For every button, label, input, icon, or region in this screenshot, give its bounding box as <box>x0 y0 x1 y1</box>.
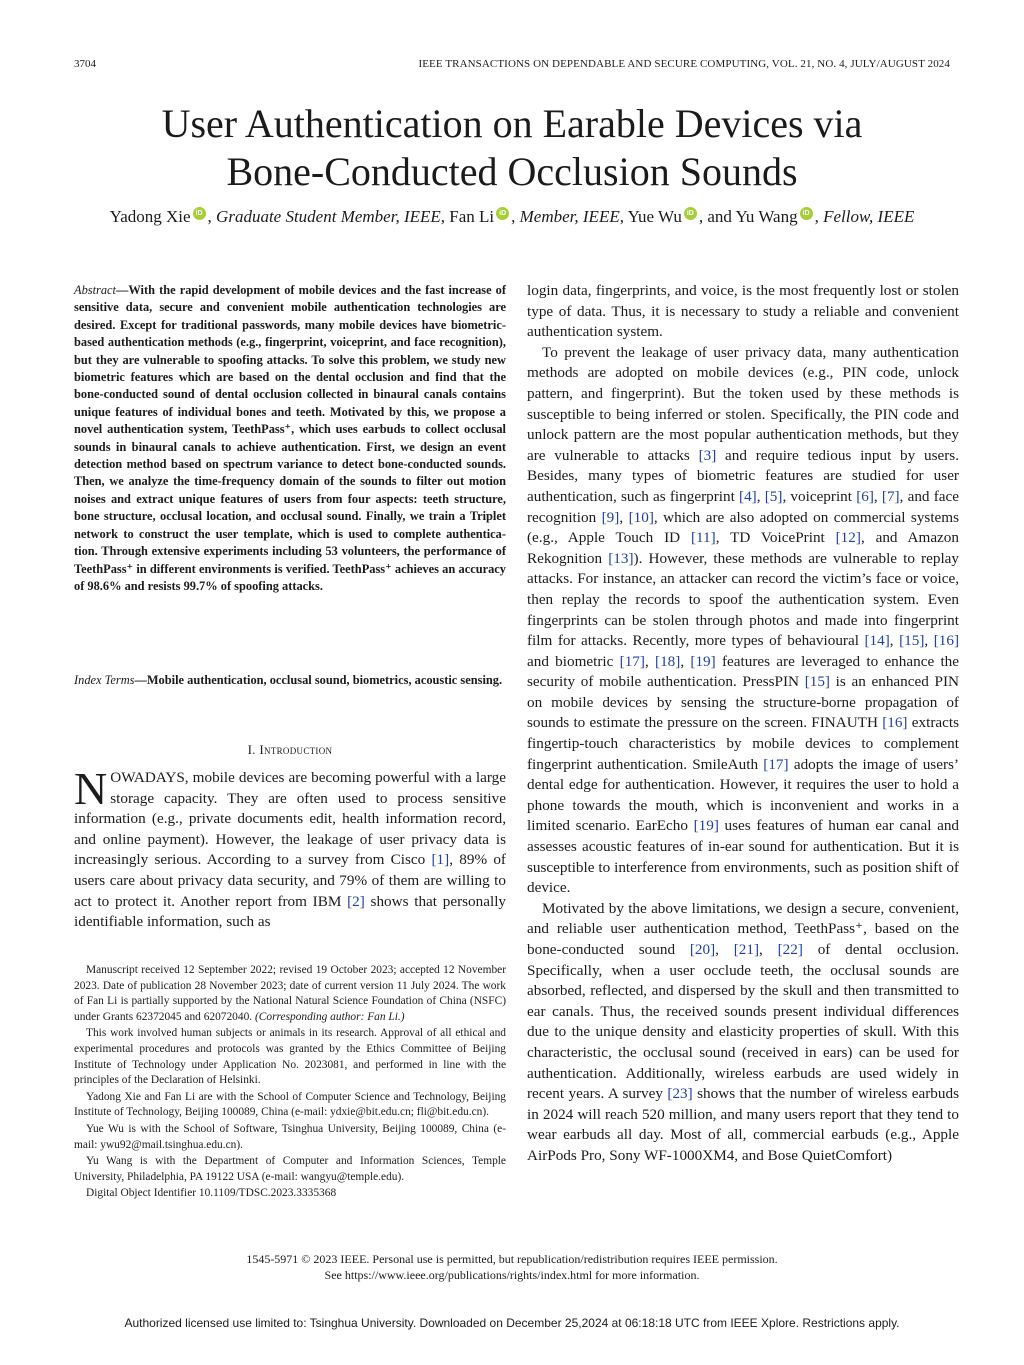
footnotes <box>74 963 506 1203</box>
text: , <box>644 652 656 670</box>
text: adopts the image of users’ dental edge for authentication. However, it requires the user to hold a phone towards the mouth, which is inconvenient and works in a limited scenario. EarEcho <box>527 755 959 835</box>
index-terms-label: Index Terms <box>74 673 135 687</box>
citation-link[interactable]: [15] <box>899 632 925 650</box>
text: and biometric <box>527 652 620 670</box>
text: , TD VoicePrint <box>715 529 836 547</box>
citation-link[interactable]: [17] <box>619 652 645 670</box>
citation-link[interactable]: [23] <box>667 1085 693 1103</box>
citation-link[interactable]: [19] <box>690 652 716 670</box>
citation-link[interactable]: [20] <box>689 941 716 958</box>
rights-link[interactable]: See https://www.ieee.org/publications/rights/index.html for more information. <box>324 1268 700 1282</box>
title-line-1: User Authentication on Earable Devices via <box>161 101 863 146</box>
intro-text: shows that personally identifiable information, such as <box>74 892 507 931</box>
citation-link[interactable]: [18] <box>655 652 681 670</box>
citation-link[interactable]: [14] <box>864 632 890 650</box>
right-column <box>527 281 959 1167</box>
author-name: Yue Wu <box>627 207 682 226</box>
abstract <box>74 282 506 595</box>
author-affiliation: Fellow, IEEE <box>823 207 915 226</box>
paragraph: login data, fingerprints, and voice, is the most frequently lost or stolen type of data. Thus, it is necessary to study a reliable and convenient authentication system. <box>527 282 959 341</box>
journal-header: IEEE TRANSACTIONS ON DEPENDABLE AND SECURE COMPUTING, VOL. 21, NO. 4, JULY/AUGUST 2024 <box>418 58 950 70</box>
index-terms <box>74 672 506 689</box>
title-line-2: Bone-Conducted Occlusion Sounds <box>226 149 798 194</box>
text: uses features of human ear canal and assesses acoustic features of in-ear sound for authentication. But it is susceptible to interference from environments, such as position shift of device. <box>527 817 960 897</box>
author-name: Yadong Xie <box>109 207 191 226</box>
text: , <box>924 632 934 650</box>
copyright-line: 1545-5971 © 2023 IEEE. Personal use is permitted, but republication/redistribution requires IEEE permission. <box>246 1252 778 1266</box>
orcid-icon[interactable]: iD <box>496 207 509 220</box>
index-terms-text: —Mobile authentication, occlusal sound, biometrics, acoustic sensing. <box>134 673 503 687</box>
license-notice: Authorized licensed use limited to: Tsinghua University. Downloaded on December 25,2024 at 06:18:18 UTC from IEEE Xplore. Restrictions apply. <box>124 1316 900 1330</box>
text: , and face recognition <box>527 487 959 526</box>
footnote-text: Manuscript received 12 September 2022; revised 19 October 2023; accepted 12 November 2023. Date of publication 28 November 2023; date of current version 11 July 2024. The work of Fan Li is partially supported by the National Natural Science Foundation of China (NSFC) under Grants 62372045 and 62072040. <box>74 964 506 1023</box>
intro-text: , mobile devices are becoming powerful with a large storage capacity. They are often used to process sensitive information (e.g., private documents edit, health information record, and online payment). However, the leakage of user privacy data is increasingly serious. According to a survey from Cisco <box>74 769 506 869</box>
text: , <box>873 487 882 505</box>
footnote: Yadong Xie and Fan Li are with the School of Computer Science and Technology, Beijing Institute of Technology, Beijing 100089, China (e-mail: ydxie@bit.edu.cn; fli@bit.edu.cn). <box>74 1090 506 1119</box>
citation-link[interactable]: [2] <box>347 892 365 910</box>
footnote: Yue Wu is with the School of Software, Tsinghua University, Beijing 100089, China (e-mail: ywu92@mail.tsinghua.edu.cn). <box>74 1122 506 1151</box>
citation-link[interactable]: [17] <box>763 755 789 773</box>
text: shows that the number of wireless earbuds in 2024 will reach 520 million, and many users report that they tend to wear earbuds all day. Most of all, commercial earbuds (e.g., Apple AirPods Pro, Sony WF-1000XM4, and Bose QuietComfort) <box>527 1085 959 1164</box>
orcid-icon[interactable]: iD <box>193 207 206 220</box>
intro-paragraph <box>74 763 507 933</box>
section-number: I. <box>247 742 256 757</box>
text: Motivated by the above limitations, we design a secure, convenient, and reliable user authentication method, TeethPass⁺, based on the bone-conducted sound <box>527 899 959 958</box>
footnote <box>74 963 506 1025</box>
citation-link[interactable]: [22] <box>777 941 803 958</box>
text: ). However, these methods are vulnerable to replay attacks. For instance, an attacker can record the victim’s face or voice, then replay the records to spoof the authentication system. Even fingerprints can be stolen through photos and made into fingerprint film for attacks. Recently, more types of behavioural <box>527 549 959 650</box>
citation-link[interactable]: [9] <box>601 508 620 526</box>
paragraph <box>527 899 959 1167</box>
orcid-icon[interactable]: iD <box>800 207 813 220</box>
citation-link[interactable]: [10] <box>628 508 654 526</box>
text: features are leveraged to enhance the security of mobile authentication. PressPIN <box>527 652 960 691</box>
footnote: Yu Wang is with the Department of Computer and Information Sciences, Temple University, Philadelphia, PA 19122 USA (e-mail: wangyu@temple.edu). <box>74 1155 506 1183</box>
orcid-icon[interactable]: iD <box>684 207 697 220</box>
author-list: Yadong Xie iD , Graduate Student Member, IEEE, Fan Li iD , Member, IEEE, Yue Wu iD , and Yu Wang iD , Fellow, IEEE <box>109 207 915 226</box>
abstract-text: —With the rapid development of mobile devices and the fast increase of sensitive data, secure and convenient mobile authentication technologies are desired. Except for traditional passwords, many mobile devices have biometric-based authentication methods (e.g., fingerprint, voiceprint, and face recognition), but they are vulnerable to spoofing attacks. To solve this problem, we study new biometric features which are based on the dental occlusion and find that the bone-conducted sound of dental occlusion collected in binaural canals contains unique features of individual bones and teeth. Motivated by this, we propose a novel authentication system, TeethPass⁺, which uses earbuds to collect occlusal sounds in binaural canals to achieve authentication. First, we design an event detection method based on spectrum variance to detect bone-conducted sounds. Then, we analyze the time-frequency domain of the sounds to filter out motion noises and extract unique features of users from four aspects: teeth structure, bone structure, occlusal location, and occlusal sound. Finally, we train a Triplet network to construct the user template, which is used to complete authentica- tion. Through extensive experiments including 53 volunteers, the performance of TeethPass⁺ in different environments is verified. TeethPass⁺ achieves an accuracy of 98.6% and resists 99.7% of spoofing attacks. <box>74 283 506 593</box>
footnote: Digital Object Identifier 10.1109/TDSC.2023.3335368 <box>86 1187 337 1200</box>
text: , <box>889 632 900 650</box>
author-connector: , and <box>698 207 736 226</box>
citation-link[interactable]: [3] <box>698 446 717 464</box>
citation-link[interactable]: [16] <box>933 632 960 650</box>
text: extracts fingertip-touch characteristics by mobile devices to complement fingerprint authentication. SmileAuth <box>527 714 959 773</box>
citation-link[interactable]: [6] <box>856 487 874 505</box>
footnote: This work involved human subjects or animals in its research. Approval of all ethical and experimental procedures and protocols was granted by the Ethics Committee of Beijing Institute of Technology under Application No. 2023081, and performed in line with the principles of the Declaration of Helsinki. <box>74 1027 506 1087</box>
citation-link[interactable]: [4] <box>739 487 757 505</box>
section-title: Introduction <box>259 742 333 757</box>
abstract-label: Abstract <box>74 283 116 297</box>
citation-link[interactable]: [21] <box>733 941 760 958</box>
author-name: Fan Li <box>449 207 495 226</box>
citation-link[interactable]: [12] <box>835 529 861 547</box>
text: To prevent the leakage of user privacy data, many authentication methods are adopted on mobile devices (e.g., PIN code, unlock pattern, and fingerprint). But the token used by these methods is susceptible to being inferred or stolen. Specifically, the PIN code and unlock pattern are the most popular authentication methods, but they are vulnerable to attacks <box>527 343 959 464</box>
section-heading <box>74 742 506 758</box>
author-name: Yu Wang <box>735 207 798 226</box>
text: , <box>680 652 691 670</box>
text: , which are also adopted on commercial systems (e.g., Apple Touch ID <box>527 508 960 547</box>
page-number: 3704 <box>74 58 96 70</box>
paper-title <box>0 100 1024 196</box>
citation-link[interactable]: [16] <box>882 714 908 732</box>
text: , <box>756 487 765 505</box>
text: , and Amazon Rekognition <box>527 529 959 567</box>
citation-link[interactable]: [13] <box>608 549 634 567</box>
corresponding-author: (Corresponding author: Fan Li.) <box>254 1010 405 1023</box>
citation-link[interactable]: [11] <box>690 529 716 547</box>
intro-first-word: OWADAYS <box>110 769 185 786</box>
citation-link[interactable]: [5] <box>764 487 783 505</box>
drop-cap: N <box>74 763 108 814</box>
text: of dental occlusion. Specifically, when a user occlude teeth, the occlusal sounds are absorbed, reflected, and dispersed by the skull and then transmitted to ear canals. Thus, the received sounds present individual differences due to the unique density and elasticity properties of skull. With this characteristic, the occlusal sound (received in ears) can be used for authentication. Additionally, wireless earbuds are used widely in recent years. A survey <box>527 941 960 1103</box>
text: , voiceprint <box>782 487 857 505</box>
text: , <box>715 941 734 958</box>
author-affiliation: Graduate Student Member, IEEE <box>216 207 441 226</box>
citation-link[interactable]: [7] <box>881 487 900 505</box>
citation-link[interactable]: [19] <box>693 817 719 835</box>
text: , <box>759 941 778 958</box>
text: is an enhanced PIN on mobile devices by sensing the structure-borne propagation of sounds to estimate the pressure on the screen. FINAUTH <box>527 673 959 732</box>
citation-link[interactable]: [15] <box>804 673 830 691</box>
paragraph <box>527 343 959 899</box>
text: , <box>619 508 629 526</box>
intro-text: , 89% of users care about privacy data security, and 79% of them are willing to act to protect it. Another report from IBM <box>74 851 506 910</box>
text: and require tedious input by users. Besides, many types of biometric features are studied for user authentication, such as fingerprint <box>527 446 959 505</box>
author-affiliation: Member, IEEE <box>519 207 620 226</box>
citation-link[interactable]: [1] <box>431 851 450 869</box>
